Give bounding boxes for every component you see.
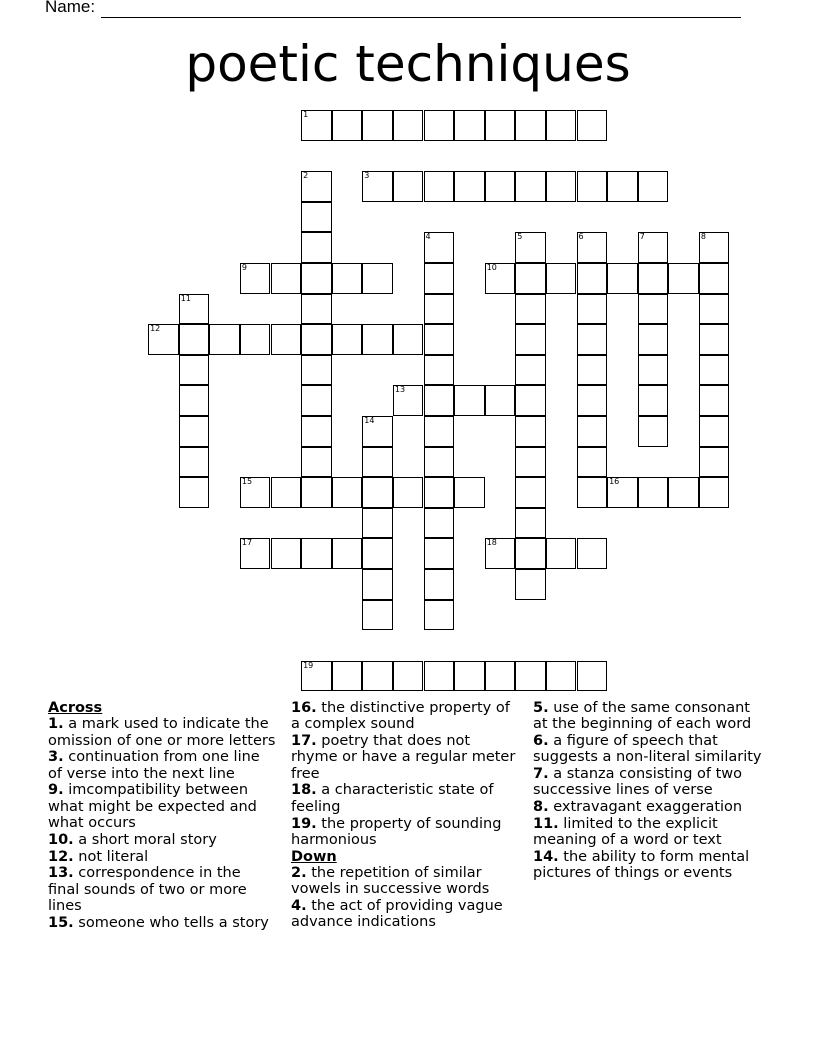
cell-number: 11 [180, 293, 191, 303]
clue-across-12: 12. not literal [48, 848, 149, 865]
grid-cell[interactable] [485, 538, 516, 569]
grid-cell[interactable] [638, 385, 669, 416]
grid-cell[interactable] [638, 324, 669, 355]
grid-cell[interactable] [546, 110, 577, 141]
grid-cell[interactable] [638, 477, 669, 508]
grid-cell[interactable] [454, 171, 485, 202]
grid-cell[interactable] [699, 232, 730, 263]
grid-cell[interactable] [332, 324, 363, 355]
grid-cell[interactable] [362, 538, 393, 569]
clue-down-14: 14. the ability to form mental pictures of things or events [533, 849, 750, 882]
grid-cell[interactable] [271, 538, 302, 569]
grid-cell[interactable] [515, 447, 546, 478]
grid-cell[interactable] [393, 110, 424, 141]
grid-cell[interactable] [607, 263, 638, 294]
grid-cell[interactable] [301, 263, 332, 294]
grid-cell[interactable] [515, 508, 546, 539]
clues-column-1 [48, 700, 276, 932]
grid-cell[interactable] [332, 110, 363, 141]
clue-across-1: 1. a mark used to indicate the omission of one or more letters [48, 716, 276, 749]
grid-cell[interactable] [179, 385, 210, 416]
grid-cell[interactable] [393, 477, 424, 508]
grid-cell[interactable] [393, 385, 424, 416]
grid-cell[interactable] [699, 294, 730, 325]
grid-cell[interactable] [301, 202, 332, 233]
grid-cell[interactable] [362, 508, 393, 539]
grid-cell[interactable] [668, 477, 699, 508]
grid-cell[interactable] [362, 569, 393, 600]
grid-cell[interactable] [454, 385, 485, 416]
grid-cell[interactable] [424, 538, 455, 569]
grid-cell[interactable] [179, 477, 210, 508]
grid-cell[interactable] [179, 416, 210, 447]
grid-cell[interactable] [699, 447, 730, 478]
cell-number: 7 [639, 232, 645, 242]
grid-cell[interactable] [424, 661, 455, 692]
grid-cell[interactable] [515, 538, 546, 569]
cell-number: 15 [241, 477, 253, 487]
clue-down-8: 8. extravagant exaggeration [533, 799, 743, 816]
grid-cell[interactable] [240, 263, 271, 294]
clue-across-3: 3. continuation from one line of verse into the next line [48, 749, 260, 782]
cell-number: 2 [303, 171, 309, 181]
grid-cell[interactable] [485, 263, 516, 294]
grid-cell[interactable] [271, 263, 302, 294]
grid-cell[interactable] [699, 324, 730, 355]
cell-number: 17 [241, 538, 253, 548]
grid-cell[interactable] [485, 385, 516, 416]
grid-cell[interactable] [301, 294, 332, 325]
grid-cell[interactable] [424, 294, 455, 325]
grid-cell[interactable] [546, 661, 577, 692]
grid-cell[interactable] [699, 263, 730, 294]
grid-cell[interactable] [271, 324, 302, 355]
grid-cell[interactable] [424, 600, 455, 631]
clue-across-9: 9. imcompatibility between what might be expected and what occurs [48, 782, 257, 832]
grid-cell[interactable] [577, 232, 608, 263]
cell-number: 12 [150, 324, 161, 334]
clues-column-2 [291, 700, 519, 931]
grid-cell[interactable] [424, 324, 455, 355]
grid-cell[interactable] [515, 416, 546, 447]
clue-across-16: 16. the distinctive property of a complex sound [291, 700, 510, 733]
grid-cell[interactable] [515, 110, 546, 141]
grid-cell[interactable] [577, 477, 608, 508]
grid-cell[interactable] [362, 600, 393, 631]
clue-down-5: 5. use of the same consonant at the beginning of each word [533, 700, 752, 733]
grid-cell[interactable] [301, 385, 332, 416]
grid-cell[interactable] [424, 110, 455, 141]
grid-cell[interactable] [240, 324, 271, 355]
grid-cell[interactable] [179, 294, 210, 325]
grid-cell[interactable] [668, 263, 699, 294]
grid-cell[interactable] [240, 538, 271, 569]
grid-cell[interactable] [607, 477, 638, 508]
grid-cell[interactable] [485, 110, 516, 141]
grid-cell[interactable] [485, 171, 516, 202]
grid-cell[interactable] [240, 477, 271, 508]
grid-cell[interactable] [515, 171, 546, 202]
grid-cell[interactable] [699, 416, 730, 447]
grid-cell[interactable] [454, 661, 485, 692]
grid-cell[interactable] [301, 355, 332, 386]
grid-cell[interactable] [577, 416, 608, 447]
clue-down-6: 6. a figure of speech that suggests a non-literal similarity [533, 733, 762, 766]
grid-cell[interactable] [424, 477, 455, 508]
grid-cell[interactable] [362, 661, 393, 692]
grid-cell[interactable] [424, 569, 455, 600]
grid-cell[interactable] [209, 324, 240, 355]
grid-cell[interactable] [362, 110, 393, 141]
grid-cell[interactable] [424, 508, 455, 539]
cell-number: 1 [303, 110, 309, 119]
page-title: poetic techniques [185, 35, 631, 93]
cell-number: 6 [578, 232, 584, 242]
grid-cell[interactable] [362, 447, 393, 478]
grid-cell[interactable] [515, 232, 546, 263]
grid-cell[interactable] [301, 477, 332, 508]
grid-cell[interactable] [485, 661, 516, 692]
grid-cell[interactable] [607, 171, 638, 202]
grid-cell[interactable] [301, 538, 332, 569]
down-heading: Down [291, 848, 337, 865]
grid-cell[interactable] [515, 355, 546, 386]
grid-cell[interactable] [515, 324, 546, 355]
cell-number: 5 [517, 232, 523, 242]
grid-cell[interactable] [301, 661, 332, 692]
grid-cell[interactable] [638, 263, 669, 294]
grid-cell[interactable] [332, 661, 363, 692]
clue-down-2: 2. the repetition of similar vowels in successive words [291, 864, 490, 898]
cell-number: 18 [486, 538, 497, 548]
cell-number: 14 [364, 416, 375, 425]
grid-cell[interactable] [179, 355, 210, 386]
grid-cell[interactable] [332, 477, 363, 508]
grid-cell[interactable] [148, 324, 179, 355]
grid-cell[interactable] [577, 263, 608, 294]
grid-cell[interactable] [577, 110, 608, 141]
clue-across-19: 19. the property of sounding harmonious [291, 815, 502, 848]
cell-number: 19 [303, 660, 314, 670]
grid-cell[interactable] [577, 385, 608, 416]
grid-cell[interactable] [424, 416, 455, 447]
grid-cell[interactable] [393, 661, 424, 692]
across-heading: Across [48, 700, 103, 716]
grid-cell[interactable] [515, 569, 546, 600]
grid-cell[interactable] [362, 416, 393, 447]
grid-cell[interactable] [638, 232, 669, 263]
cell-number: 3 [364, 171, 370, 181]
name-label: Name: [45, 0, 96, 16]
grid-cell[interactable] [515, 477, 546, 508]
grid-cell[interactable] [577, 324, 608, 355]
grid-cell[interactable] [638, 294, 669, 325]
clue-across-15: 15. someone who tells a story [48, 914, 269, 931]
clue-down-7: 7. a stanza consisting of two successive lines of verse [533, 766, 743, 799]
grid-cell[interactable] [393, 171, 424, 202]
grid-cell[interactable] [699, 355, 730, 386]
grid-cell[interactable] [393, 324, 424, 355]
grid-cell[interactable] [515, 385, 546, 416]
grid-cell[interactable] [699, 477, 730, 508]
clue-across-18: 18. a characteristic state of feeling [291, 782, 494, 815]
cell-number: 16 [609, 477, 620, 487]
grid-cell[interactable] [301, 416, 332, 447]
grid-cell[interactable] [179, 447, 210, 478]
grid-cell[interactable] [301, 447, 332, 478]
grid-cell[interactable] [332, 263, 363, 294]
grid-cell[interactable] [577, 171, 608, 202]
grid-cell[interactable] [424, 232, 455, 263]
cell-number: 13 [394, 385, 406, 395]
grid-cell[interactable] [362, 263, 393, 294]
grid-cell[interactable] [577, 355, 608, 386]
grid-cell[interactable] [699, 385, 730, 416]
cell-number: 4 [425, 232, 431, 242]
grid-cell[interactable] [301, 232, 332, 263]
grid-cell[interactable] [577, 538, 608, 569]
grid-cell[interactable] [179, 324, 210, 355]
grid-cell[interactable] [454, 110, 485, 141]
grid-cell[interactable] [424, 263, 455, 294]
grid-cell[interactable] [515, 263, 546, 294]
grid-cell[interactable] [638, 355, 669, 386]
clue-across-17: 17. poetry that does not rhyme or have a regular meter free [291, 733, 516, 782]
grid-cell[interactable] [577, 661, 608, 692]
clue-down-4: 4. the act of providing vague advance indications [291, 898, 503, 931]
grid-cell[interactable] [515, 294, 546, 325]
grid-cell[interactable] [362, 324, 393, 355]
grid-cell[interactable] [362, 477, 393, 508]
grid-cell[interactable] [546, 171, 577, 202]
grid-cell[interactable] [271, 477, 302, 508]
grid-cell[interactable] [424, 385, 455, 416]
grid-cell[interactable] [577, 294, 608, 325]
clue-across-10: 10. a short moral story [48, 831, 217, 848]
grid-cell[interactable] [546, 263, 577, 294]
cell-number: 9 [241, 263, 247, 272]
grid-cell[interactable] [424, 447, 455, 478]
grid-cell[interactable] [546, 538, 577, 569]
grid-cell[interactable] [454, 477, 485, 508]
clues-column-3 [533, 700, 765, 882]
grid-cell[interactable] [362, 171, 393, 202]
grid-cell[interactable] [301, 324, 332, 355]
cell-number: 10 [486, 263, 497, 272]
grid-cell[interactable] [515, 661, 546, 692]
grid-cell[interactable] [424, 171, 455, 202]
grid-cell[interactable] [638, 416, 669, 447]
grid-cell[interactable] [332, 538, 363, 569]
clue-across-13: 13. correspondence in the final sounds of two or more lines [48, 865, 247, 915]
grid-cell[interactable] [577, 447, 608, 478]
clue-down-11: 11. limited to the explicit meaning of a word or text [533, 816, 722, 849]
grid-cell[interactable] [301, 171, 332, 202]
grid-cell[interactable] [301, 110, 332, 141]
grid-cell[interactable] [638, 171, 669, 202]
grid-cell[interactable] [424, 355, 455, 386]
cell-number: 8 [700, 232, 706, 242]
